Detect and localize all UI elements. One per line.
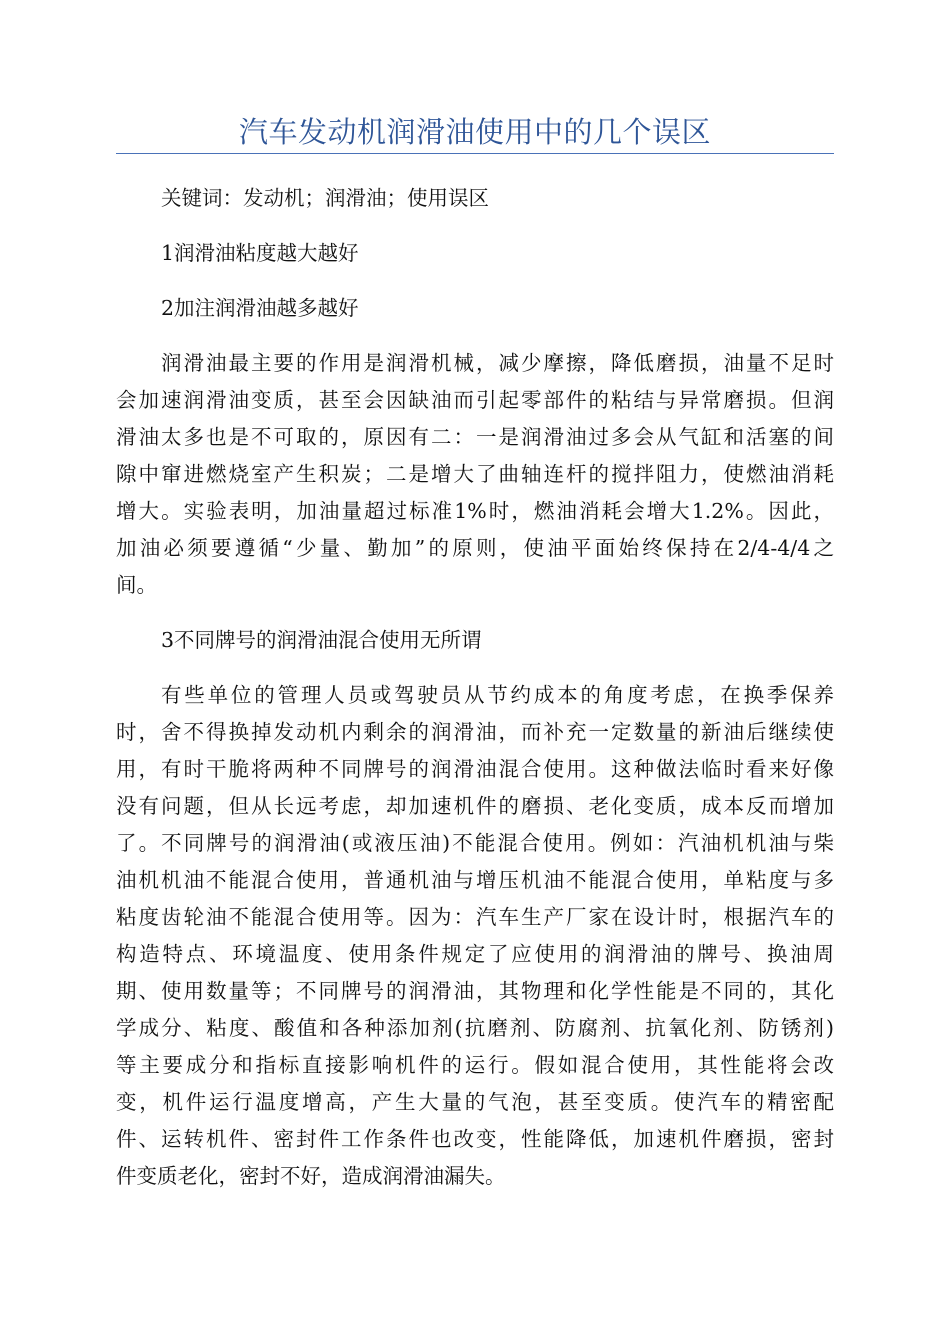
paragraph-line: 增大。实验表明，加油量超过标准1%时，燃油消耗会增大1.2%。因此， (116, 499, 834, 523)
paragraph-mixing-oils (116, 677, 834, 1195)
title-underline (116, 153, 834, 154)
heading-text: 3不同牌号的润滑油混合使用无所谓 (161, 628, 482, 652)
paragraph-line: 加油必须要遵循“少量、勤加”的原则，使油平面始终保持在2/4-4/4之 (116, 536, 834, 560)
paragraph-line: 件变质老化，密封不好，造成润滑油漏失。 (116, 1164, 506, 1188)
paragraph-oil-quantity (116, 345, 834, 604)
document-title: 汽车发动机润滑油使用中的几个误区 (238, 115, 711, 149)
heading-text: 1润滑油粘度越大越好 (161, 241, 359, 265)
section-heading-1 (116, 235, 834, 272)
keywords-line: 关键词：发动机；润滑油；使用误区 (161, 186, 489, 210)
heading-text: 2加注润滑油越多越好 (161, 296, 359, 320)
paragraph-line: 件、运转机件、密封件工作条件也改变，性能降低，加速机件磨损，密封 (116, 1127, 834, 1151)
paragraph-line: 有些单位的管理人员或驾驶员从节约成本的角度考虑，在换季保养 (161, 683, 834, 707)
paragraph-line: 学成分、粘度、酸值和各种添加剂(抗磨剂、防腐剂、抗氧化剂、防锈剂) (116, 1016, 834, 1040)
paragraph-line: 润滑油最主要的作用是润滑机械，减少摩擦，降低磨损，油量不足时 (161, 351, 834, 375)
paragraph-line: 滑油太多也是不可取的，原因有二：一是润滑油过多会从气缸和活塞的间 (116, 425, 834, 449)
paragraph-line: 粘度齿轮油不能混合使用等。因为：汽车生产厂家在设计时，根据汽车的 (116, 905, 834, 929)
paragraph-line: 时，舍不得换掉发动机内剩余的润滑油，而补充一定数量的新油后继续使 (116, 720, 834, 744)
paragraph-line: 油机机油不能混合使用，普通机油与增压机油不能混合使用，单粘度与多 (116, 868, 834, 892)
paragraph-line: 用，有时干脆将两种不同牌号的润滑油混合使用。这种做法临时看来好像 (116, 757, 834, 781)
section-heading-3 (116, 622, 834, 659)
paragraph-line: 变，机件运行温度增高，产生大量的气泡，甚至变质。使汽车的精密配 (116, 1090, 834, 1114)
document-body (116, 180, 834, 1213)
paragraph-line: 间。 (116, 573, 157, 597)
paragraph-line: 期、使用数量等；不同牌号的润滑油，其物理和化学性能是不同的，其化 (116, 979, 834, 1003)
keywords-paragraph (116, 180, 834, 217)
paragraph-line: 构造特点、环境温度、使用条件规定了应使用的润滑油的牌号、换油周 (116, 942, 834, 966)
paragraph-line: 会加速润滑油变质，甚至会因缺油而引起零部件的粘结与异常磨损。但润 (116, 388, 834, 412)
section-heading-2 (116, 290, 834, 327)
paragraph-line: 等主要成分和指标直接影响机件的运行。假如混合使用，其性能将会改 (116, 1053, 834, 1077)
paragraph-line: 没有问题，但从长远考虑，却加速机件的磨损、老化变质，成本反而增加 (116, 794, 834, 818)
paragraph-line: 了。不同牌号的润滑油(或液压油)不能混合使用。例如：汽油机机油与柴 (116, 831, 834, 855)
paragraph-line: 隙中窜进燃烧室产生积炭；二是增大了曲轴连杆的搅拌阻力，使燃油消耗 (116, 462, 834, 486)
